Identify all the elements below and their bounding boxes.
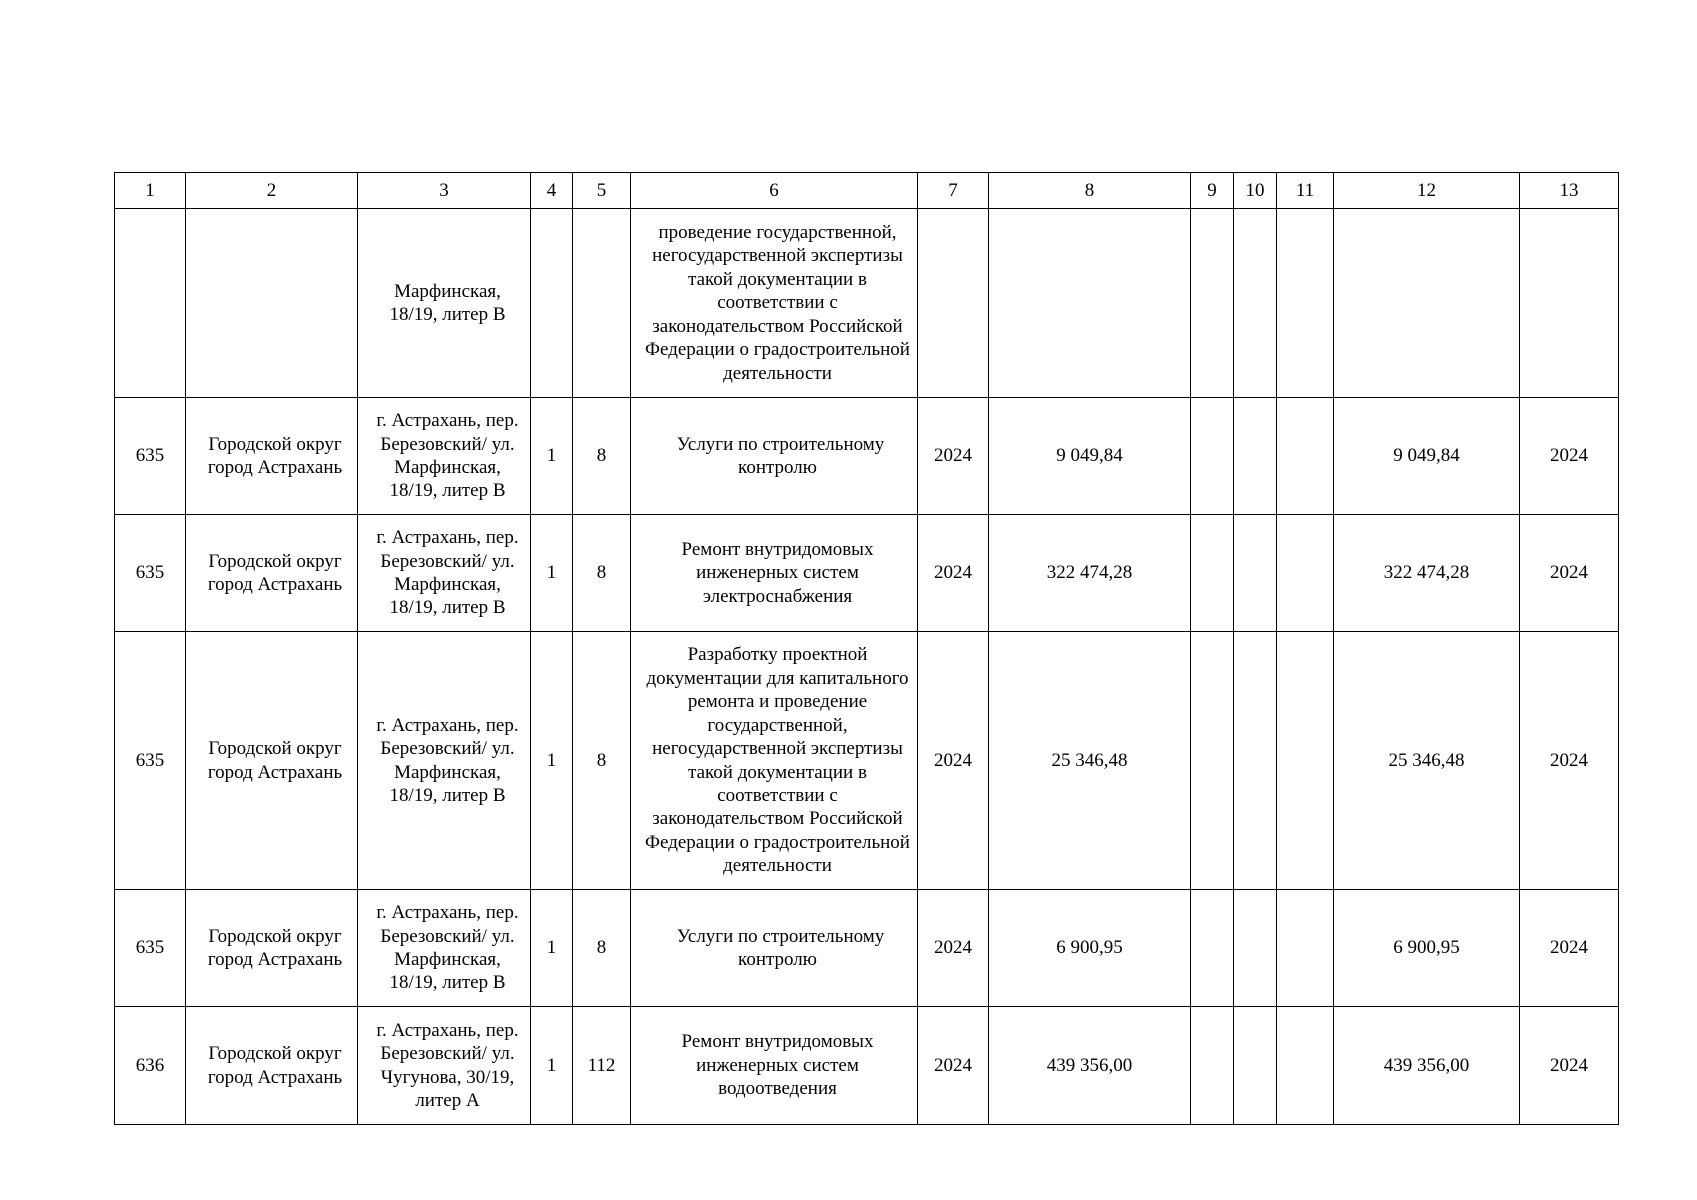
cell-col12: 9 049,84	[1334, 398, 1520, 515]
header-cell: 11	[1277, 173, 1334, 209]
cell-col5: 8	[573, 890, 631, 1007]
work-text: проведение государственной, негосударственной экспертизы такой документации в соответствии с законодательством Российской Федерации о градостроительной деятельности	[645, 222, 910, 384]
header-cell: 5	[573, 173, 631, 209]
cell-total: 439 356,00	[989, 1007, 1191, 1125]
cell-address: г. Астрахань, пер. Березовский/ ул. Марфинская, 18/19, литер В	[358, 398, 531, 515]
cell-total: 322 474,28	[989, 515, 1191, 632]
header-cell: 3	[358, 173, 531, 209]
header-cell: 12	[1334, 173, 1520, 209]
cell-col11	[1277, 398, 1334, 515]
cell-address: г. Астрахань, пер. Березовский/ ул. Марфинская, 18/19, литер В	[358, 515, 531, 632]
cell-work	[631, 398, 918, 515]
cell-col4: 1	[531, 1007, 573, 1125]
header-cell: 9	[1191, 173, 1234, 209]
cell-col10	[1234, 398, 1277, 515]
cell-address: г. Астрахань, пер. Березовский/ ул. Марфинская, 18/19, литер В	[358, 632, 531, 890]
cell-col4	[531, 209, 573, 398]
cell-col12: 25 346,48	[1334, 632, 1520, 890]
cell-address: г. Астрахань, пер. Березовский/ ул. Марфинская, 18/19, литер В	[358, 890, 531, 1007]
cell-col10	[1234, 632, 1277, 890]
cell-num: 635	[115, 398, 186, 515]
cell-col12: 439 356,00	[1334, 1007, 1520, 1125]
cell-col10	[1234, 515, 1277, 632]
table-row-continuation	[115, 209, 1619, 398]
header-cell: 13	[1520, 173, 1619, 209]
cell-col13	[1520, 209, 1619, 398]
header-cell: 4	[531, 173, 573, 209]
cell-year: 2024	[918, 632, 989, 890]
cell-total	[989, 209, 1191, 398]
cell-municipality	[186, 209, 358, 398]
cell-work	[631, 209, 918, 398]
cell-col13: 2024	[1520, 1007, 1619, 1125]
cell-municipality: Городской округ город Астрахань	[186, 398, 358, 515]
table-row	[115, 515, 1619, 632]
cell-year: 2024	[918, 1007, 989, 1125]
header-cell: 1	[115, 173, 186, 209]
cell-num: 635	[115, 632, 186, 890]
cell-col4: 1	[531, 890, 573, 1007]
table-row	[115, 398, 1619, 515]
cell-col12: 6 900,95	[1334, 890, 1520, 1007]
table-row	[115, 1007, 1619, 1125]
cell-col11	[1277, 890, 1334, 1007]
cell-col13: 2024	[1520, 515, 1619, 632]
cell-municipality: Городской округ город Астрахань	[186, 890, 358, 1007]
cell-col5	[573, 209, 631, 398]
header-row	[115, 173, 1619, 209]
cell-year: 2024	[918, 515, 989, 632]
header-cell: 8	[989, 173, 1191, 209]
cell-col10	[1234, 1007, 1277, 1125]
cell-col10	[1234, 890, 1277, 1007]
cell-col9	[1191, 515, 1234, 632]
cell-address	[358, 209, 531, 398]
cell-municipality: Городской округ город Астрахань	[186, 1007, 358, 1125]
cell-address: г. Астрахань, пер. Березовский/ ул. Чугунова, 30/19, литер А	[358, 1007, 531, 1125]
header-cell: 10	[1234, 173, 1277, 209]
cell-year: 2024	[918, 398, 989, 515]
cell-num: 635	[115, 515, 186, 632]
cell-work	[631, 890, 918, 1007]
work-text: Услуги по строительному контролю	[676, 433, 885, 478]
cell-col9	[1191, 1007, 1234, 1125]
cell-col5: 8	[573, 398, 631, 515]
table-row	[115, 890, 1619, 1007]
cell-col5: 8	[573, 515, 631, 632]
cell-col11	[1277, 632, 1334, 890]
cell-num: 636	[115, 1007, 186, 1125]
cell-total: 25 346,48	[989, 632, 1191, 890]
header-cell: 6	[631, 173, 918, 209]
cell-col4: 1	[531, 398, 573, 515]
cell-col9	[1191, 890, 1234, 1007]
table-row	[115, 632, 1619, 890]
cell-col5: 8	[573, 632, 631, 890]
cell-col4: 1	[531, 515, 573, 632]
cell-col9	[1191, 398, 1234, 515]
header-cell: 7	[918, 173, 989, 209]
cell-col12	[1334, 209, 1520, 398]
cell-col12: 322 474,28	[1334, 515, 1520, 632]
cell-col13: 2024	[1520, 632, 1619, 890]
cell-year	[918, 209, 989, 398]
cell-col11	[1277, 515, 1334, 632]
cell-municipality: Городской округ город Астрахань	[186, 515, 358, 632]
cell-year: 2024	[918, 890, 989, 1007]
cell-col5: 112	[573, 1007, 631, 1125]
cell-municipality: Городской округ город Астрахань	[186, 632, 358, 890]
data-table	[114, 172, 1619, 1125]
address-text: Марфинская, 18/19, литер В	[389, 280, 506, 325]
cell-col4: 1	[531, 632, 573, 890]
header-cell: 2	[186, 173, 358, 209]
cell-col11	[1277, 209, 1334, 398]
cell-col13: 2024	[1520, 890, 1619, 1007]
cell-work: Разработку проектной документации для капитального ремонта и проведение государственной, негосударственной экспертизы такой документации в соответствии с законодательством Российской Федерации о градостроительной деятельности	[631, 632, 918, 890]
cell-num: 635	[115, 890, 186, 1007]
cell-col9	[1191, 632, 1234, 890]
cell-col11	[1277, 1007, 1334, 1125]
cell-total: 6 900,95	[989, 890, 1191, 1007]
work-text: Услуги по строительному контролю	[676, 925, 885, 970]
cell-col9	[1191, 209, 1234, 398]
cell-work: Ремонт внутридомовых инженерных систем водоотведения	[631, 1007, 918, 1125]
cell-work: Ремонт внутридомовых инженерных систем электроснабжения	[631, 515, 918, 632]
cell-col10	[1234, 209, 1277, 398]
cell-total: 9 049,84	[989, 398, 1191, 515]
cell-col13: 2024	[1520, 398, 1619, 515]
cell-num	[115, 209, 186, 398]
